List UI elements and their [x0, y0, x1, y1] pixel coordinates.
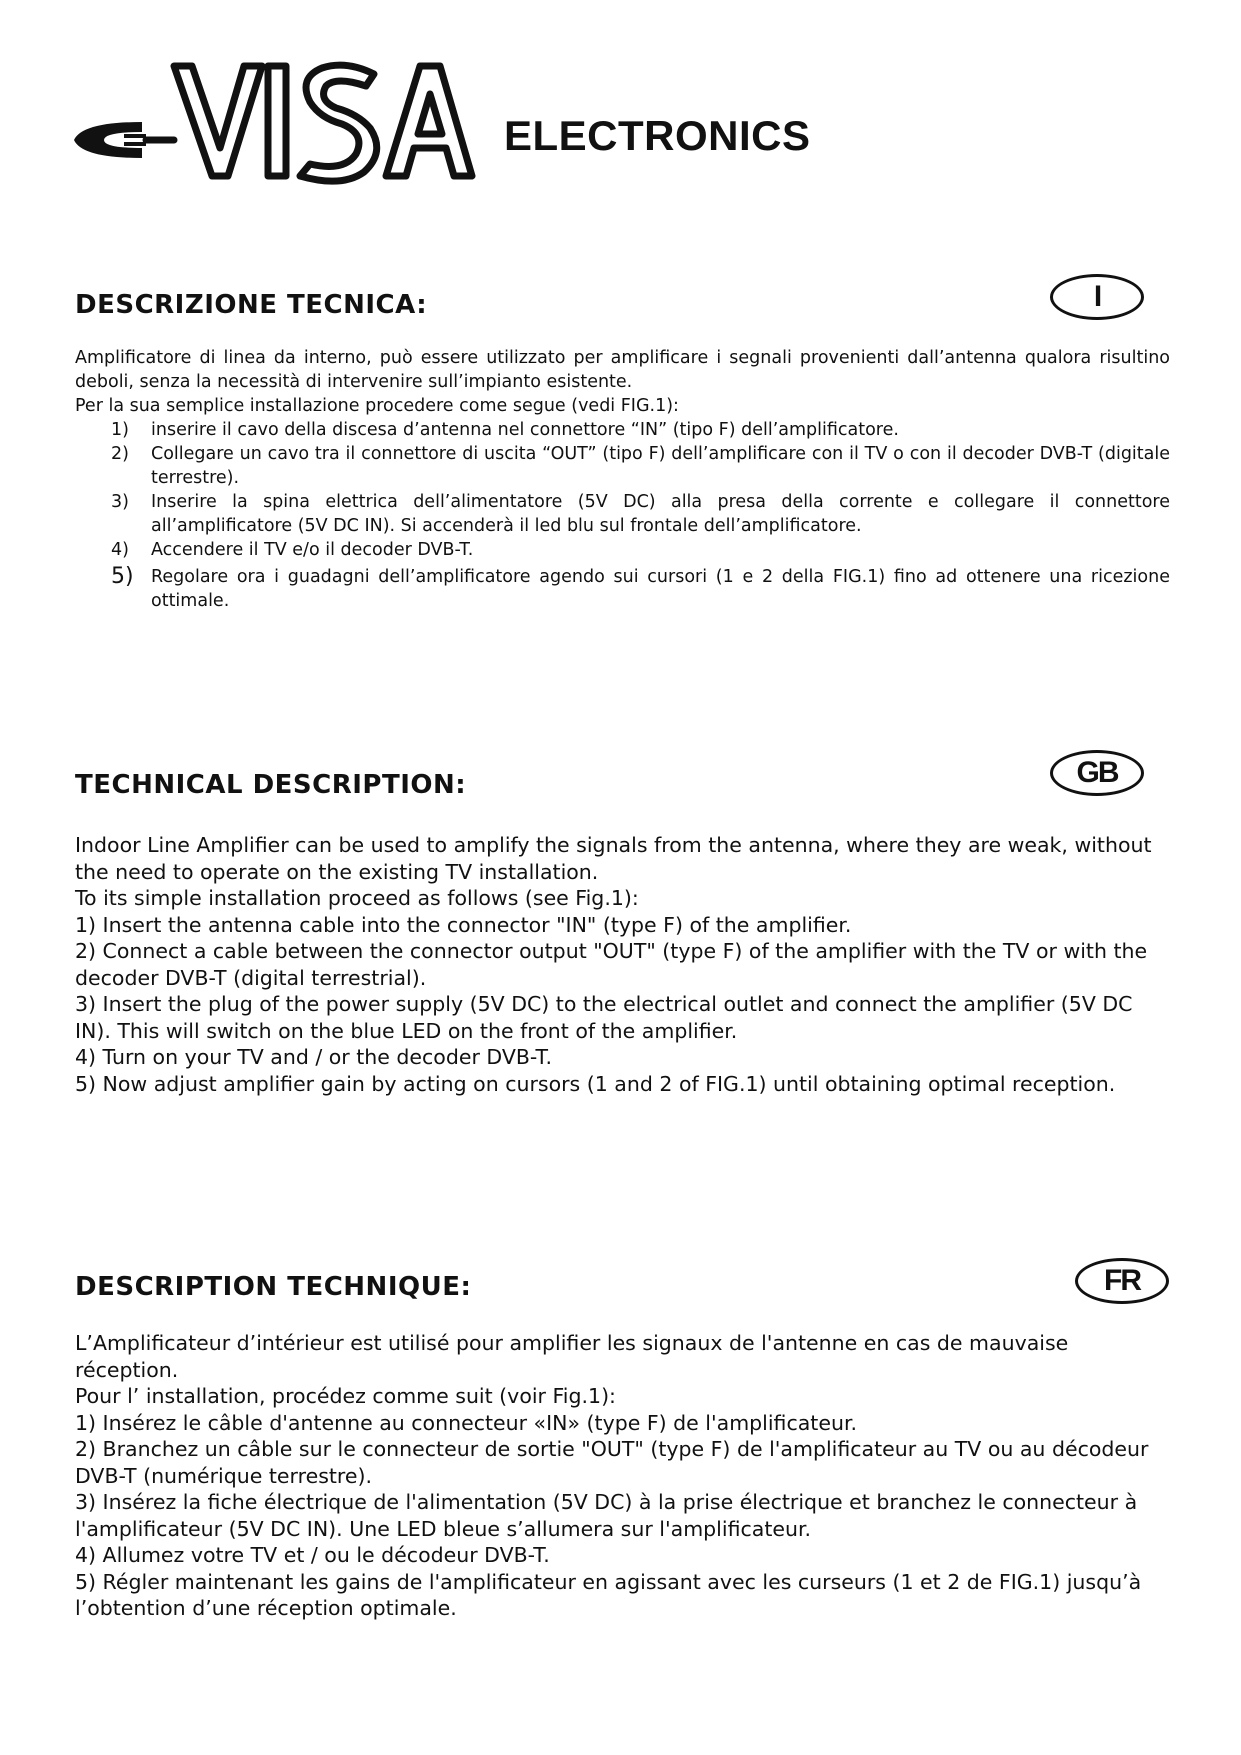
step-number: 1) [111, 420, 129, 440]
section-heading-fr: DESCRIPTION TECHNIQUE: [75, 1272, 472, 1302]
section-italian [75, 280, 1170, 613]
text-line: 5) Now adjust amplifier gain by acting on cursors (1 and 2 of FIG.1) until obtaining optimal reception. [75, 1071, 1116, 1096]
section-body-fr [75, 1330, 1170, 1622]
step-text: Inserire la spina elettrica dell’alimentatore (5V DC) alla presa della corrente e collegare il connettore all’amplificatore (5V DC IN). Si accenderà il led blu sul frontale dell’amplificatore. [151, 492, 1170, 536]
intro-paragraph: Amplificatore di linea da interno, può essere utilizzato per amplificare i segnali provenienti dall’antenna qualora risultino deboli, senza la necessità di intervenire sull’impianto esistente. [75, 348, 1170, 392]
text-line: 4) Turn on your TV and / or the decoder DVB-T. [75, 1045, 553, 1069]
step-number: 4) [111, 540, 129, 560]
list-item [75, 418, 1170, 442]
step-number: 5) [111, 564, 134, 589]
list-item [75, 565, 1170, 613]
list-item [75, 538, 1170, 562]
section-english [75, 756, 1170, 1097]
brand-logo [74, 56, 814, 196]
text-line: Indoor Line Amplifier can be used to amplify the signals from the antenna, where they are weak, without the need to operate on the existing TV installation. [75, 833, 1152, 884]
list-item [75, 442, 1170, 490]
lead-paragraph: Per la sua semplice installazione procedere come segue (vedi FIG.1): [75, 396, 679, 416]
text-line: 5) Régler maintenant les gains de l'amplificateur en agissant avec les curseurs (1 et 2 de FIG.1) jusqu’à l’obtention d’une réception optimale. [75, 1569, 1142, 1620]
step-number: 3) [111, 492, 129, 512]
step-text: inserire il cavo della discesa d’antenna nel connettore “IN” (tipo F) dell’amplificatore. [151, 420, 899, 440]
step-text: Regolare ora i guadagni dell’amplificatore agendo sui cursori (1 e 2 della FIG.1) fino ad ottenere una ricezione ottimale. [151, 567, 1170, 611]
text-line: L’Amplificateur d’intérieur est utilisé pour amplifier les signaux de l'antenne en cas de mauvaise réception. [75, 1331, 1069, 1382]
text-line: 2) Connect a cable between the connector output "OUT" (type F) of the amplifier with the TV or with the decoder DVB-T (digital terrestrial). [75, 939, 1148, 990]
language-badge-fr: FR [1075, 1258, 1169, 1304]
section-heading-gb: TECHNICAL DESCRIPTION: [75, 770, 467, 800]
step-text: Accendere il TV e/o il decoder DVB-T. [151, 540, 474, 560]
language-badge-it: I [1050, 274, 1144, 320]
step-number: 2) [111, 444, 129, 464]
list-item [75, 490, 1170, 538]
language-badge-gb: GB [1050, 750, 1144, 796]
logo-brand-text [74, 56, 75, 57]
step-text: Collegare un cavo tra il connettore di uscita “OUT” (tipo F) dell’amplificare con il TV o con il decoder DVB-T (digitale terrestre). [151, 444, 1170, 488]
text-line: 3) Insérez la fiche électrique de l'alimentation (5V DC) à la prise électrique et branchez le connecteur à l'amplificateur (5V DC IN). Une LED bleue s’allumera sur l'amplificateur. [75, 1490, 1138, 1541]
text-line: 3) Insert the plug of the power supply (5V DC) to the electrical outlet and connect the amplifier (5V DC IN). This will switch on the blue LED on the front of the amplifier. [75, 992, 1133, 1043]
logo-suffix: ELECTRONICS [504, 112, 811, 159]
section-heading-it: DESCRIZIONE TECNICA: [75, 290, 428, 320]
steps-list-it [75, 418, 1170, 613]
text-line: 2) Branchez un câble sur le connecteur de sortie "OUT" (type F) de l'amplificateur au TV ou au décodeur DVB-T (numérique terrestre). [75, 1437, 1149, 1488]
text-line: 1) Insérez le câble d'antenne au connecteur «IN» (type F) de l'amplificateur. [75, 1410, 858, 1435]
text-line: To its simple installation proceed as follows (see Fig.1): [75, 886, 639, 910]
section-body-gb [75, 832, 1170, 1097]
text-line: 4) Allumez votre TV et / ou le décodeur DVB-T. [75, 1543, 550, 1567]
text-line: 1) Insert the antenna cable into the connector "IN" (type F) of the amplifier. [75, 912, 852, 937]
section-body-it [75, 346, 1170, 613]
text-line: Pour l’ installation, procédez comme suit (voir Fig.1): [75, 1384, 616, 1408]
section-french [75, 1264, 1170, 1622]
